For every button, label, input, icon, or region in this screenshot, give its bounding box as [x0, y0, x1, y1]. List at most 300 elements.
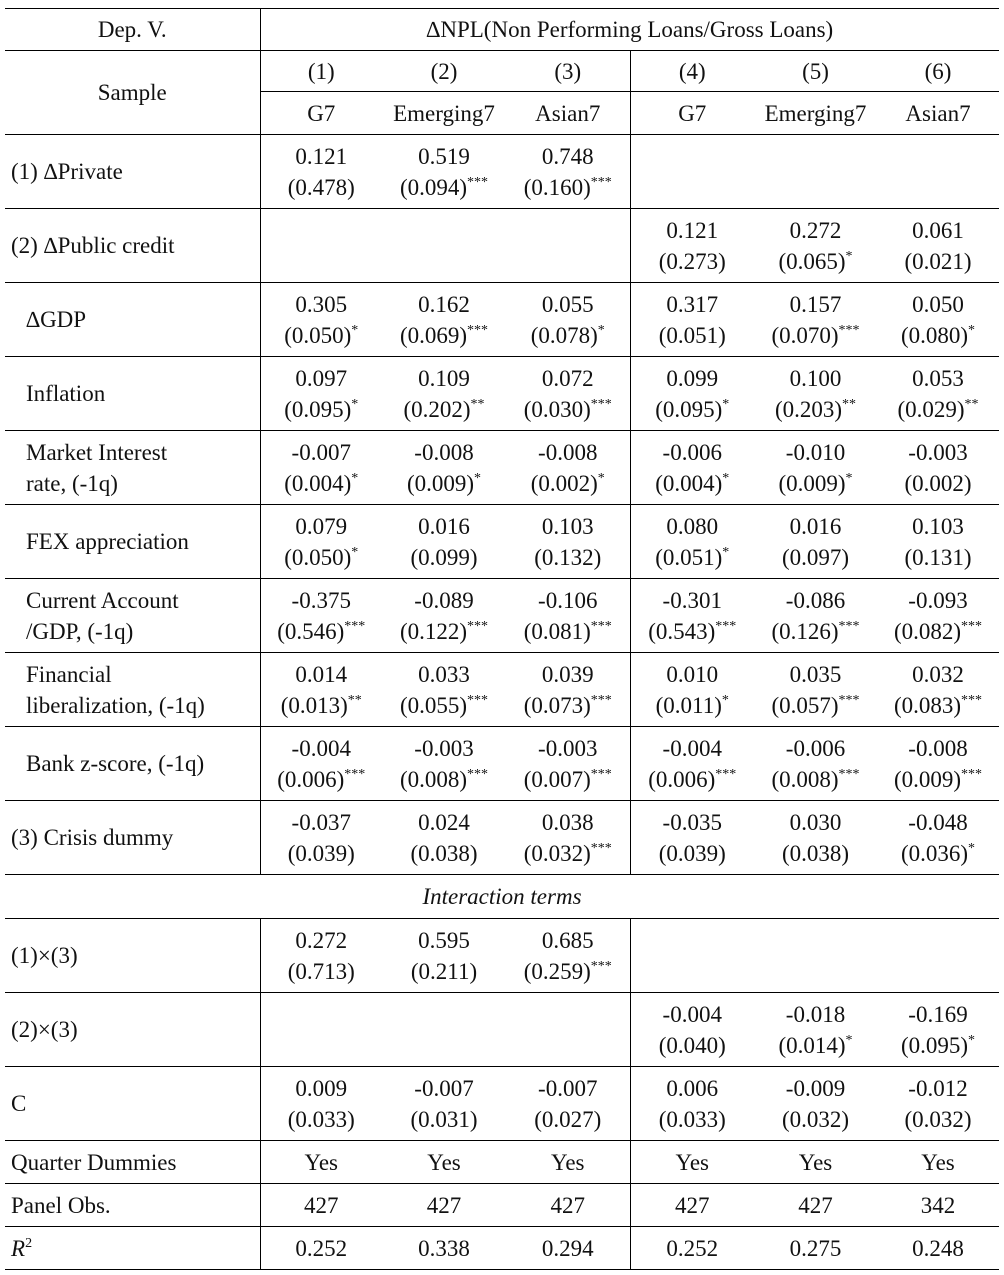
table-cell	[506, 653, 630, 727]
footer-value: 427	[630, 1184, 754, 1227]
table-cell	[382, 993, 506, 1067]
row-label-line: C	[11, 1091, 27, 1116]
significance-stars: ***	[467, 174, 489, 190]
std-error: (0.004)	[284, 470, 352, 496]
std-error: (0.070)	[771, 322, 839, 348]
table-cell	[630, 919, 754, 993]
std-error-line	[261, 1104, 383, 1135]
coefficient: 0.061	[912, 217, 964, 243]
std-error: (0.009)	[778, 470, 846, 496]
table-cell	[260, 727, 382, 801]
table-cell	[754, 801, 877, 875]
coefficient: -0.007	[538, 1075, 598, 1101]
significance-stars: *	[351, 396, 359, 412]
coefficient: -0.007	[414, 1075, 474, 1101]
std-error: (0.080)	[900, 322, 969, 348]
coefficient: 0.097	[295, 365, 348, 391]
row-label-line: Market Interest	[26, 439, 168, 465]
coefficient: 0.080	[666, 513, 719, 539]
table-row	[5, 357, 999, 431]
interaction-title: Interaction terms	[5, 875, 999, 919]
std-error-line	[506, 172, 630, 203]
std-error-line	[506, 542, 630, 573]
std-error: (0.073)	[523, 692, 591, 718]
std-error-line	[754, 542, 877, 573]
std-error-line	[877, 320, 999, 351]
table-cell	[754, 919, 877, 993]
std-error-line	[261, 172, 383, 203]
footer-value: 427	[754, 1184, 877, 1227]
footer-label	[5, 1227, 260, 1270]
std-error-line	[261, 394, 383, 425]
table-cell	[877, 357, 999, 431]
std-error-line	[506, 468, 630, 499]
coefficient: 0.121	[666, 217, 719, 243]
table-cell	[260, 653, 382, 727]
footer-label	[5, 1141, 260, 1184]
sample-label: Sample	[5, 51, 260, 135]
table-cell	[260, 135, 382, 209]
coefficient: 0.035	[789, 661, 842, 687]
table-cell	[506, 357, 630, 431]
coefficient: -0.106	[538, 587, 598, 613]
coefficient: -0.007	[291, 439, 351, 465]
coefficient: -0.008	[414, 439, 474, 465]
coefficient: -0.003	[414, 735, 474, 761]
footer-row	[5, 1141, 999, 1184]
significance-stars: ***	[344, 618, 366, 634]
std-error: (0.027)	[534, 1106, 602, 1132]
std-error: (0.050)	[284, 322, 352, 348]
std-error-line	[261, 838, 383, 869]
col-num-2: (2)	[430, 58, 458, 84]
table-cell	[382, 209, 506, 283]
footer-value: 0.338	[382, 1227, 506, 1270]
row-label-line: rate, (-1q)	[26, 470, 118, 496]
std-error: (0.036)	[900, 840, 969, 866]
table-cell	[630, 993, 754, 1067]
footer-value: 0.275	[754, 1227, 877, 1270]
std-error: (0.050)	[284, 544, 352, 570]
coefficient: 0.033	[418, 661, 470, 687]
coefficient: -0.008	[908, 735, 968, 761]
significance-stars: ***	[590, 618, 612, 634]
row-label	[5, 653, 260, 727]
significance-stars: *	[845, 1032, 853, 1048]
table-row	[5, 579, 999, 653]
std-error: (0.002)	[530, 470, 598, 496]
footer-label-sup: 2	[25, 1235, 33, 1251]
std-error-line	[754, 246, 877, 277]
coefficient: -0.048	[908, 809, 968, 835]
std-error: (0.095)	[284, 396, 352, 422]
coefficient: 0.519	[418, 143, 470, 169]
std-error-line	[506, 394, 630, 425]
table-cell	[877, 1067, 999, 1141]
coefficient: -0.010	[785, 439, 846, 465]
table-cell	[506, 1067, 630, 1141]
coefficient: -0.004	[662, 735, 722, 761]
table-cell	[382, 431, 506, 505]
footer-row	[5, 1184, 999, 1227]
std-error-line	[631, 616, 755, 647]
coefficient: 0.016	[789, 513, 842, 539]
std-error: (0.039)	[658, 840, 726, 866]
table-cell	[260, 209, 382, 283]
table-cell	[506, 505, 630, 579]
std-error-line	[506, 1104, 630, 1135]
std-error: (0.032)	[523, 840, 591, 866]
regression-table	[5, 8, 999, 1270]
table-row	[5, 1067, 999, 1141]
table-cell	[630, 801, 754, 875]
table-cell	[506, 801, 630, 875]
table-cell	[506, 135, 630, 209]
std-error: (0.006)	[277, 766, 345, 792]
col-sample-2: Emerging7	[382, 92, 506, 135]
std-error: (0.002)	[904, 470, 972, 496]
coefficient: -0.086	[785, 587, 846, 613]
row-label	[5, 505, 260, 579]
significance-stars: *	[845, 248, 853, 264]
std-error: (0.211)	[410, 958, 478, 984]
coefficient: 0.010	[666, 661, 719, 687]
col-sample-5: Emerging7	[754, 92, 877, 135]
row-label-line: Current Account	[26, 587, 179, 613]
std-error-line	[382, 172, 506, 203]
table-cell	[382, 135, 506, 209]
std-error: (0.030)	[523, 396, 591, 422]
std-error: (0.033)	[287, 1106, 355, 1132]
significance-stars: *	[351, 544, 359, 560]
row-label-line: (2)×(3)	[11, 1017, 78, 1042]
coefficient: 0.317	[666, 291, 719, 317]
table-cell	[754, 357, 877, 431]
std-error-line	[382, 764, 506, 795]
row-label-line: ∆GDP	[26, 307, 87, 332]
table-cell	[506, 727, 630, 801]
footer-value: 0.248	[877, 1227, 999, 1270]
coefficient: 0.685	[541, 927, 594, 953]
table-row	[5, 431, 999, 505]
table-cell	[877, 505, 999, 579]
coefficient: -0.006	[785, 735, 846, 761]
footer-value: Yes	[754, 1141, 877, 1184]
table-cell	[382, 505, 506, 579]
std-error: (0.009)	[893, 766, 962, 792]
std-error: (0.008)	[399, 766, 468, 792]
table-row	[5, 801, 999, 875]
interaction-title-row	[5, 875, 999, 919]
table-cell	[630, 727, 754, 801]
significance-stars: ***	[590, 958, 612, 974]
significance-stars: ***	[590, 396, 612, 412]
coefficient: 0.162	[418, 291, 470, 317]
table-cell	[877, 919, 999, 993]
significance-stars: *	[722, 544, 730, 560]
coefficient: 0.103	[541, 513, 594, 539]
row-label-line: /GDP, (-1q)	[26, 618, 134, 644]
coefficient: 0.079	[295, 513, 348, 539]
table-cell	[754, 135, 877, 209]
std-error-line	[382, 1104, 506, 1135]
footer-value: Yes	[877, 1141, 999, 1184]
col-num-6: (6)	[924, 58, 952, 84]
std-error: (0.029)	[897, 396, 965, 422]
coefficient: 0.109	[418, 365, 470, 391]
coefficient: 0.038	[541, 809, 594, 835]
std-error: (0.055)	[399, 692, 468, 718]
footer-row	[5, 1227, 999, 1270]
coefficient: 0.272	[789, 217, 842, 243]
coefficient: 0.595	[418, 927, 470, 953]
footer-value: 0.252	[630, 1227, 754, 1270]
col-sample-1: G7	[260, 92, 382, 135]
std-error: (0.099)	[410, 544, 478, 570]
row-label	[5, 357, 260, 431]
std-error: (0.095)	[655, 396, 723, 422]
coefficient: 0.305	[295, 291, 348, 317]
table-row	[5, 727, 999, 801]
coefficient: 0.009	[295, 1075, 348, 1101]
table-cell	[506, 209, 630, 283]
row-label	[5, 919, 260, 993]
std-error: (0.202)	[403, 396, 471, 422]
std-error: (0.051)	[655, 544, 723, 570]
std-error-line	[877, 1104, 999, 1135]
footer-value: 427	[382, 1184, 506, 1227]
significance-stars: ***	[467, 692, 489, 708]
coefficient: -0.003	[908, 439, 968, 465]
table-cell	[260, 357, 382, 431]
footer-label	[5, 1184, 260, 1227]
std-error: (0.057)	[771, 692, 839, 718]
std-error-line	[506, 320, 630, 351]
std-error-line	[877, 468, 999, 499]
table-cell	[506, 579, 630, 653]
table-cell	[382, 1067, 506, 1141]
std-error-line	[631, 690, 755, 721]
significance-stars: ***	[715, 766, 737, 782]
std-error: (0.131)	[904, 544, 972, 570]
std-error: (0.078)	[530, 322, 598, 348]
table-cell	[260, 505, 382, 579]
std-error: (0.032)	[904, 1106, 972, 1132]
row-label	[5, 993, 260, 1067]
footer-value: Yes	[260, 1141, 382, 1184]
std-error: (0.094)	[399, 174, 468, 200]
coefficient: 0.039	[541, 661, 594, 687]
row-label-line: (1)×(3)	[11, 943, 78, 968]
std-error-line	[261, 320, 383, 351]
std-error-line	[506, 616, 630, 647]
coefficient: -0.008	[538, 439, 598, 465]
coefficient: 0.032	[912, 661, 964, 687]
table-row	[5, 653, 999, 727]
coefficient: 0.024	[418, 809, 470, 835]
table-cell	[877, 283, 999, 357]
coefficient: -0.018	[785, 1001, 846, 1027]
std-error: (0.021)	[904, 248, 972, 274]
table-cell	[877, 431, 999, 505]
table-cell	[260, 801, 382, 875]
table-cell	[506, 431, 630, 505]
std-error-line	[382, 616, 506, 647]
interaction-rows	[5, 919, 999, 1141]
coefficient: -0.004	[662, 1001, 722, 1027]
table-cell	[754, 209, 877, 283]
std-error: (0.160)	[523, 174, 591, 200]
table-row	[5, 283, 999, 357]
std-error-line	[754, 616, 877, 647]
significance-stars: ***	[467, 766, 489, 782]
std-error-line	[261, 616, 383, 647]
std-error-line	[631, 542, 755, 573]
table-cell	[754, 505, 877, 579]
std-error-line	[261, 690, 383, 721]
row-label-line: Inflation	[26, 381, 106, 406]
std-error-line	[631, 394, 755, 425]
table-cell	[754, 727, 877, 801]
std-error-line	[631, 764, 755, 795]
std-error-line	[631, 838, 755, 869]
table-cell	[630, 505, 754, 579]
significance-stars: ***	[961, 692, 983, 708]
table-cell	[382, 653, 506, 727]
table-cell	[630, 653, 754, 727]
significance-stars: *	[597, 470, 605, 486]
significance-stars: *	[722, 396, 730, 412]
table-cell	[630, 209, 754, 283]
header-row-numbers	[5, 51, 999, 92]
footer-value: Yes	[506, 1141, 630, 1184]
coefficient: 0.014	[295, 661, 348, 687]
coefficient: 0.272	[295, 927, 348, 953]
coefficient: 0.099	[666, 365, 719, 391]
std-error-line	[506, 764, 630, 795]
significance-stars: *	[597, 322, 605, 338]
header-row-dependent	[5, 9, 999, 51]
table-cell	[382, 579, 506, 653]
col-sample-3: Asian7	[506, 92, 630, 135]
footer-value: 427	[506, 1184, 630, 1227]
std-error-line	[382, 956, 506, 987]
std-error-line	[754, 690, 877, 721]
table-cell	[382, 919, 506, 993]
significance-stars: **	[347, 692, 362, 708]
std-error: (0.004)	[655, 470, 723, 496]
std-error-line	[631, 1030, 755, 1061]
std-error: (0.040)	[658, 1032, 726, 1058]
significance-stars: **	[964, 396, 979, 412]
std-error-line	[506, 956, 630, 987]
std-error-line	[877, 690, 999, 721]
std-error-line	[754, 1030, 877, 1061]
row-label-line: (1) ∆Private	[11, 159, 123, 184]
table-row	[5, 993, 999, 1067]
std-error-line	[754, 838, 877, 869]
coefficient: 0.103	[912, 513, 964, 539]
coefficient: -0.006	[662, 439, 722, 465]
std-error-line	[382, 468, 506, 499]
coefficient: -0.375	[291, 587, 351, 613]
row-label	[5, 801, 260, 875]
interaction-section	[5, 875, 999, 919]
dep-value: ∆NPL(Non Performing Loans/Gross Loans)	[260, 9, 999, 51]
table-row	[5, 135, 999, 209]
std-error-line	[382, 542, 506, 573]
std-error-line	[877, 542, 999, 573]
std-error-line	[382, 838, 506, 869]
std-error: (0.546)	[277, 618, 345, 644]
significance-stars: ***	[838, 618, 860, 634]
col-sample-4: G7	[630, 92, 754, 135]
significance-stars: **	[842, 396, 857, 412]
row-label	[5, 1067, 260, 1141]
std-error: (0.203)	[774, 396, 843, 422]
table-row	[5, 919, 999, 993]
row-label-line: Financial	[26, 661, 112, 687]
std-error-line	[261, 956, 383, 987]
table-cell	[754, 1067, 877, 1141]
std-error: (0.097)	[781, 544, 850, 570]
footer-label-text: Panel Obs.	[11, 1192, 111, 1218]
coefficient: -0.037	[291, 809, 351, 835]
significance-stars: *	[845, 470, 853, 486]
significance-stars: *	[474, 470, 482, 486]
table-cell	[260, 919, 382, 993]
std-error: (0.273)	[658, 248, 726, 274]
table-cell	[754, 431, 877, 505]
coefficient: 0.053	[912, 365, 964, 391]
std-error: (0.038)	[781, 840, 850, 866]
table-cell	[754, 993, 877, 1067]
std-error-line	[382, 394, 506, 425]
std-error-line	[261, 542, 383, 573]
std-error-line	[631, 246, 755, 277]
std-error-line	[877, 616, 999, 647]
significance-stars: *	[722, 470, 730, 486]
std-error-line	[877, 764, 999, 795]
coefficient: -0.003	[538, 735, 598, 761]
table-cell	[754, 579, 877, 653]
coefficient-rows	[5, 135, 999, 875]
table-cell	[877, 135, 999, 209]
table-cell	[877, 801, 999, 875]
std-error: (0.011)	[655, 692, 722, 718]
std-error: (0.065)	[778, 248, 846, 274]
std-error-line	[631, 468, 755, 499]
footer-rows	[5, 1141, 999, 1270]
footer-value: Yes	[630, 1141, 754, 1184]
table-cell	[630, 579, 754, 653]
table-cell	[382, 801, 506, 875]
table-cell	[877, 653, 999, 727]
table-cell	[506, 993, 630, 1067]
row-label	[5, 431, 260, 505]
std-error: (0.069)	[399, 322, 468, 348]
std-error-line	[631, 320, 755, 351]
footer-value: Yes	[382, 1141, 506, 1184]
coefficient: -0.093	[908, 587, 968, 613]
coefficient: -0.169	[908, 1001, 968, 1027]
significance-stars: ***	[715, 618, 737, 634]
coefficient: 0.748	[541, 143, 594, 169]
std-error: (0.478)	[287, 174, 355, 200]
significance-stars: ***	[590, 692, 612, 708]
table-cell	[382, 283, 506, 357]
significance-stars: ***	[467, 618, 489, 634]
